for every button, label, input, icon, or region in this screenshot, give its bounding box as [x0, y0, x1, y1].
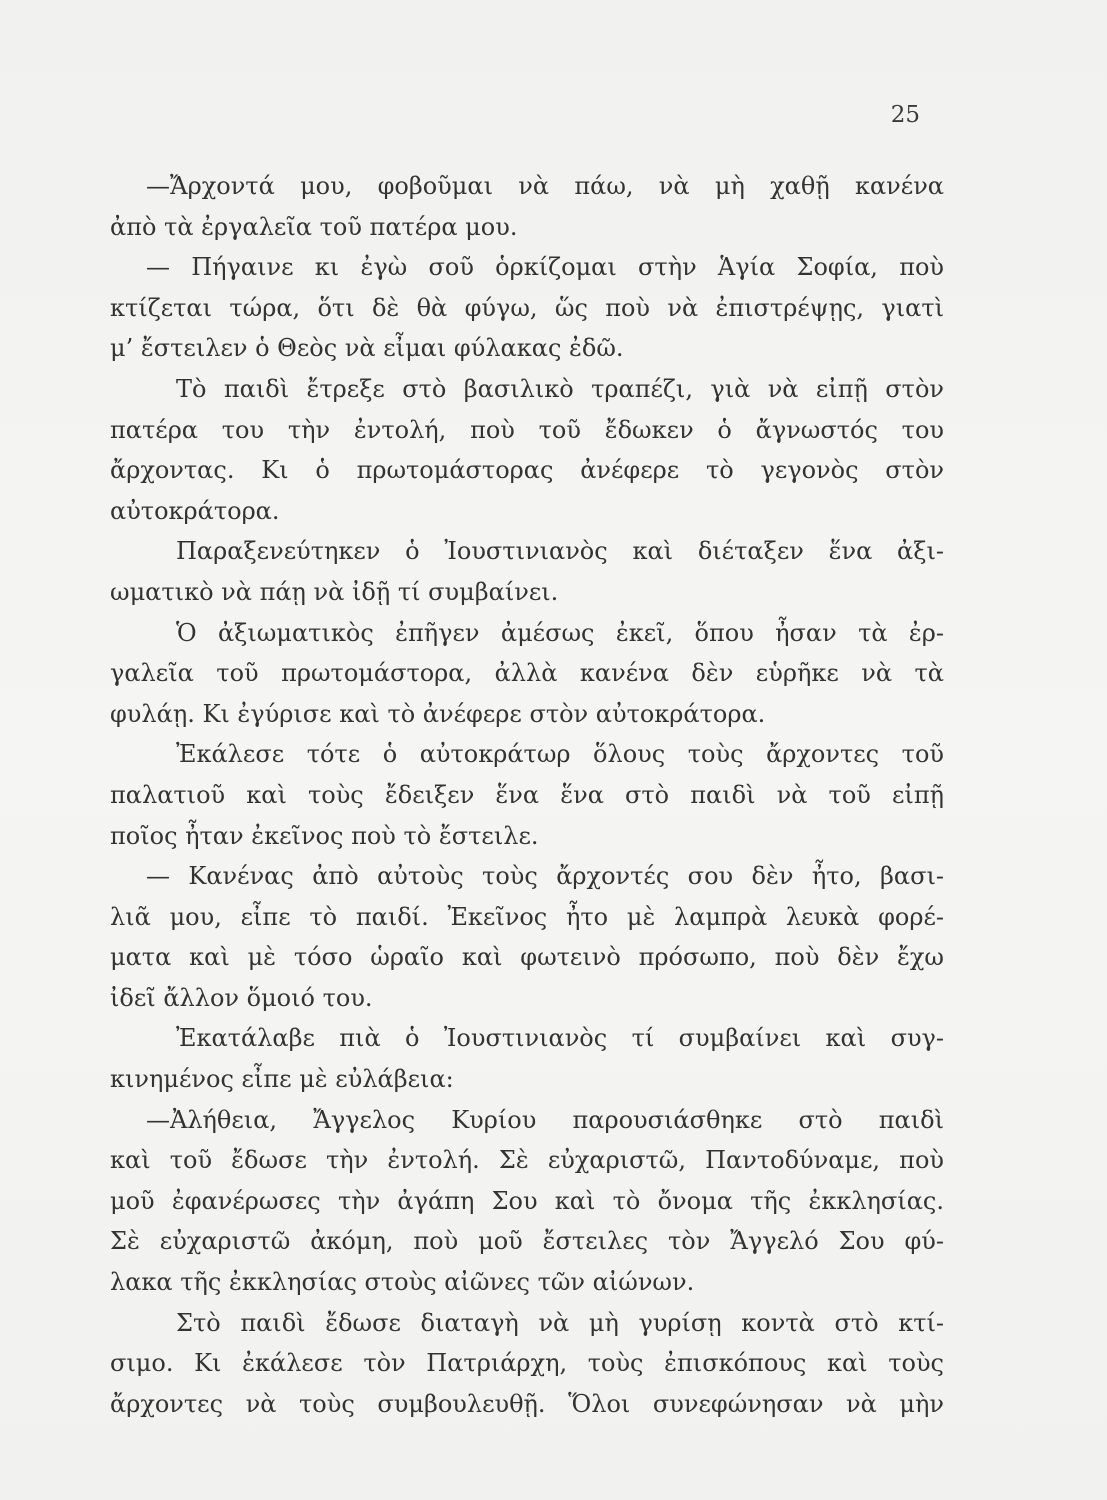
paragraph: [110, 613, 944, 735]
text-line: αὐτοκράτορα.: [110, 496, 280, 525]
text-line: μ’ ἔστειλεν ὁ Θεὸς νὰ εἶμαι φύλακας ἐδῶ.: [110, 334, 624, 363]
text-line: ἀπὸ τὰ ἐργαλεῖα τοῦ πατέρα μου.: [110, 212, 518, 241]
text-line: ἄρχοντες νὰ τοὺς συμβουλευθῇ. Ὅλοι συνεφώνησαν νὰ μὴν: [110, 1389, 944, 1418]
text-line: ἰδεῖ ἄλλον ὅμοιό του.: [110, 983, 373, 1012]
text-line: παλατιοῦ καὶ τοὺς ἔδειξεν ἕνα ἕνα στὸ παιδὶ νὰ τοῦ εἰπῇ: [110, 780, 944, 809]
text-line: πατέρα του τὴν ἐντολή, ποὺ τοῦ ἔδωκεν ὁ ἄγνωστός του: [110, 415, 944, 444]
paragraph: [110, 734, 944, 856]
text-line: Σὲ εὐχαριστῶ ἀκόμη, ποὺ μοῦ ἔστειλες τὸν Ἄγγελό Σου φύ-: [110, 1227, 944, 1256]
text-line: ἄρχοντας. Κι ὁ πρωτομάστορας ἀνέφερε τὸ γεγονὸς στὸν: [110, 456, 944, 485]
text-line: Ἐκάλεσε τότε ὁ αὐτοκράτωρ ὅλους τοὺς ἄρχοντες τοῦ: [176, 740, 944, 769]
text-line: κινημένος εἶπε μὲ εὐλάβεια:: [110, 1065, 454, 1094]
text-line: —Ἀλήθεια, Ἄγγελος Κυρίου παρουσιάσθηκε στὸ παιδὶ: [146, 1105, 944, 1134]
text-line: Στὸ παιδὶ ἔδωσε διαταγὴ νὰ μὴ γυρίσῃ κοντὰ στὸ κτί-: [176, 1308, 944, 1337]
paragraph: [110, 1018, 944, 1099]
text-line: — Πήγαινε κι ἐγὼ σοῦ ὁρκίζομαι στὴν Ἁγία Σοφία, ποὺ: [146, 253, 944, 282]
text-line: λακα τῆς ἐκκλησίας στοὺς αἰῶνες τῶν αἰώνων.: [110, 1268, 695, 1297]
text-line: σιμο. Κι ἐκάλεσε τὸν Πατριάρχη, τοὺς ἐπισκόπους καὶ τοὺς: [110, 1349, 944, 1378]
text-line: Ἐκατάλαβε πιὰ ὁ Ἰουστινιανὸς τί συμβαίνει καὶ συγ-: [176, 1024, 944, 1053]
text-line: μοῦ ἐφανέρωσες τὴν ἀγάπη Σου καὶ τὸ ὄνομα τῆς ἐκκλησίας.: [110, 1186, 944, 1215]
text-line: κτίζεται τώρα, ὅτι δὲ θὰ φύγω, ὥς ποὺ νὰ ἐπιστρέψῃς, γιατὶ: [110, 293, 944, 322]
text-line: — Κανένας ἀπὸ αὐτοὺς τοὺς ἄρχοντές σου δὲν ἦτο, βασι-: [146, 862, 944, 891]
text-line: γαλεῖα τοῦ πρωτομάστορα, ἀλλὰ κανένα δὲν εὑρῆκε νὰ τὰ: [110, 659, 944, 688]
paragraph: [110, 1303, 944, 1425]
text-line: —Ἄρχοντά μου, φοβοῦμαι νὰ πάω, νὰ μὴ χαθῇ κανένα: [146, 172, 944, 200]
text-line: Παραξενεύτηκεν ὁ Ἰουστινιανὸς καὶ διέταξεν ἕνα ἀξι-: [176, 537, 944, 566]
text-line: Τὸ παιδὶ ἔτρεξε στὸ βασιλικὸ τραπέζι, γιὰ νὰ εἰπῇ στὸν: [176, 374, 944, 403]
text-line: ποῖος ἦταν ἐκεῖνος ποὺ τὸ ἔστειλε.: [110, 821, 539, 850]
paragraph: [110, 531, 944, 612]
text-line: λιᾶ μου, εἶπε τὸ παιδί. Ἐκεῖνος ἦτο μὲ λαμπρὰ λευκὰ φορέ-: [110, 902, 944, 931]
text-line: καὶ τοῦ ἔδωσε τὴν ἐντολή. Σὲ εὐχαριστῶ, Παντοδύναμε, ποὺ: [110, 1146, 944, 1175]
text-line: φυλάῃ. Κι ἐγύρισε καὶ τὸ ἀνέφερε στὸν αὐτοκράτορα.: [110, 699, 766, 728]
page-number: 25: [890, 102, 920, 128]
text-line: ματα καὶ μὲ τόσο ὡραῖο καὶ φωτεινὸ πρόσωπο, ποὺ δὲν ἔχω: [110, 943, 944, 972]
body-text: [110, 166, 944, 1424]
paragraph: [110, 247, 944, 369]
paragraph: [110, 856, 944, 1018]
text-line: ωματικὸ νὰ πάῃ νὰ ἰδῇ τί συμβαίνει.: [110, 577, 559, 606]
paragraph: [110, 166, 944, 247]
paragraph: [110, 1100, 944, 1303]
text-line: Ὁ ἀξιωματικὸς ἐπῆγεν ἀμέσως ἐκεῖ, ὅπου ἦσαν τὰ ἐρ-: [176, 618, 944, 647]
paragraph: [110, 369, 944, 531]
